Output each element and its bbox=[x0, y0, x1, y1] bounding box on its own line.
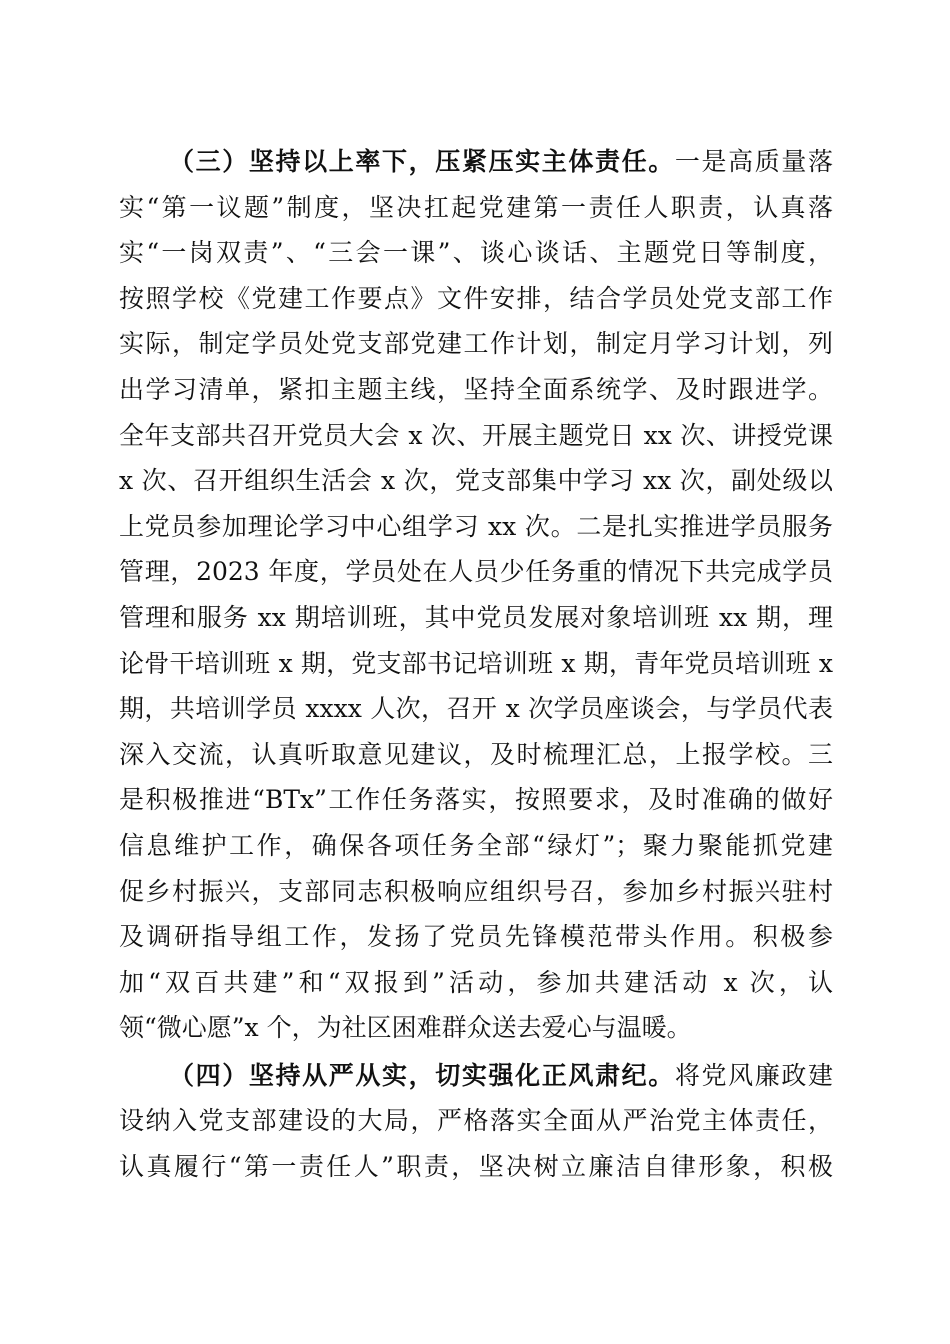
text-line: 管理，2023 年度，学员处在人员少任务重的情况下共完成学员 bbox=[119, 557, 833, 587]
text-line: 出学习清单，紧扣主题主线，坚持全面系统学、及时跟进学。 bbox=[119, 374, 833, 404]
text-line: 促乡村振兴，支部同志积极响应组织号召，参加乡村振兴驻村 bbox=[119, 876, 833, 906]
text-line: 管理和服务 xx 期培训班，其中党员发展对象培训班 xx 期，理 bbox=[119, 602, 833, 632]
text-run: 将党风廉政建 bbox=[674, 1060, 833, 1090]
text-line bbox=[119, 139, 833, 185]
paragraph-4 bbox=[119, 1053, 833, 1190]
text-line: 领“微心愿”x 个，为社区困难群众送去爱心与温暖。 bbox=[119, 1013, 692, 1043]
section-heading-4: （四）坚持从严从实，切实强化正风肃纪。 bbox=[169, 1060, 675, 1090]
text-line: 及调研指导组工作，发扬了党员先锋模范带头作用。积极参 bbox=[119, 922, 833, 952]
text-line: 实“一岗双责”、“三会一课”、谈心谈话、主题党日等制度， bbox=[119, 238, 833, 268]
text-line: 加“双百共建”和“双报到”活动，参加共建活动 x 次，认 bbox=[119, 967, 833, 997]
section-heading-3: （三）坚持以上率下，压紧压实主体责任。 bbox=[169, 147, 675, 176]
text-line: 认真履行“第一责任人”职责，坚决树立廉洁自律形象，积极 bbox=[119, 1152, 833, 1182]
text-line bbox=[119, 1053, 833, 1099]
text-line: x 次、召开组织生活会 x 次，党支部集中学习 xx 次，副处级以 bbox=[119, 466, 833, 496]
text-line: 设纳入党支部建设的大局，严格落实全面从严治党主体责任， bbox=[119, 1106, 833, 1136]
text-run: 一是高质量落 bbox=[674, 147, 833, 176]
text-line: 实际，制定学员处党支部党建工作计划，制定月学习计划，列 bbox=[119, 329, 833, 359]
text-line: 全年支部共召开党员大会 x 次、开展主题党日 xx 次、讲授党课 bbox=[119, 420, 833, 450]
text-line: 上党员参加理论学习中心组学习 xx 次。二是扎实推进学员服务 bbox=[119, 511, 833, 541]
text-line: 信息维护工作，确保各项任务全部“绿灯”；聚力聚能抓党建 bbox=[119, 830, 833, 860]
text-line: 论骨干培训班 x 期，党支部书记培训班 x 期，青年党员培训班 x bbox=[119, 648, 833, 678]
text-line: 按照学校《党建工作要点》文件安排，结合学员处党支部工作 bbox=[119, 283, 833, 313]
paragraph-3 bbox=[119, 139, 833, 1051]
text-line: 实“第一议题”制度，坚决扛起党建第一责任人职责，认真落 bbox=[119, 192, 833, 222]
text-line: 期，共培训学员 xxxx 人次，召开 x 次学员座谈会，与学员代表 bbox=[119, 694, 833, 724]
text-line: 深入交流，认真听取意见建议，及时梳理汇总，上报学校。三 bbox=[119, 739, 833, 769]
text-line: 是积极推进“BTx”工作任务落实，按照要求，及时准确的做好 bbox=[119, 785, 833, 815]
document-page bbox=[119, 139, 833, 1190]
